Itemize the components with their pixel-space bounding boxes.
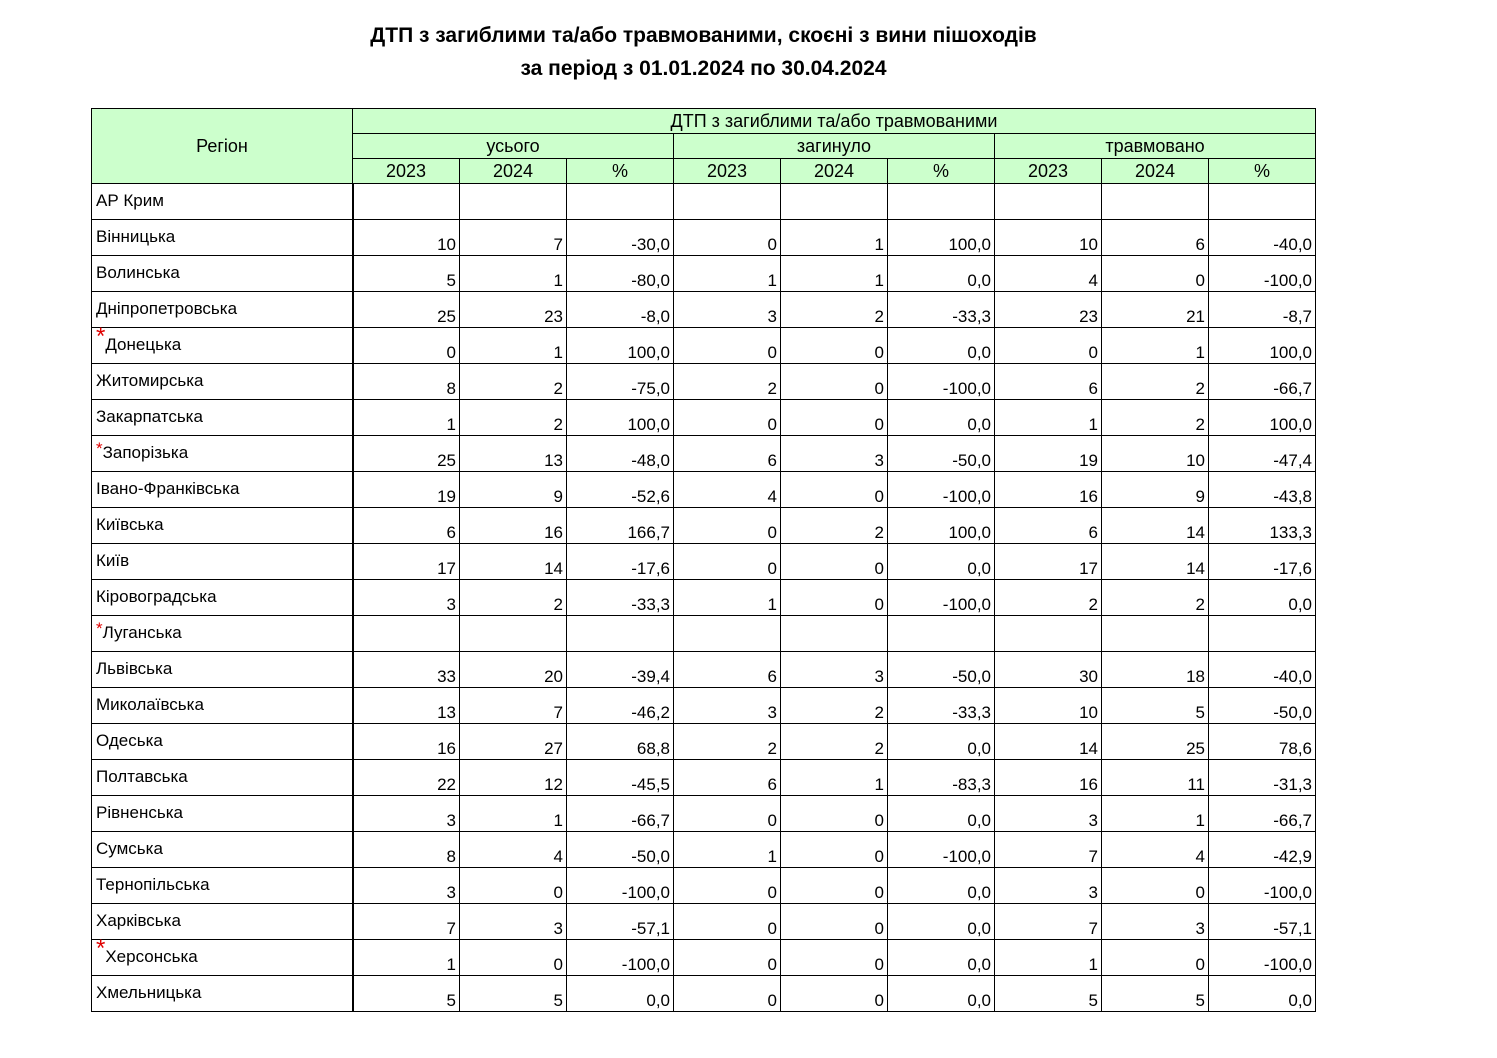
value-cell	[1209, 616, 1316, 652]
value-cell: 13	[353, 688, 460, 724]
value-cell: 100,0	[567, 328, 674, 364]
region-name-cell	[92, 832, 353, 868]
value-cell: 21	[1102, 292, 1209, 328]
table-row	[92, 508, 1316, 544]
value-cell: 0	[674, 220, 781, 256]
value-cell: 1	[460, 796, 567, 832]
table-row	[92, 364, 1316, 400]
value-cell: -57,1	[1209, 904, 1316, 940]
value-cell: 0	[674, 328, 781, 364]
value-cell: 0	[781, 364, 888, 400]
table-row	[92, 976, 1316, 1012]
value-cell: 17	[995, 544, 1102, 580]
value-cell: -50,0	[1209, 688, 1316, 724]
table-row	[92, 436, 1316, 472]
table-row	[92, 724, 1316, 760]
value-cell: 2	[1102, 580, 1209, 616]
value-cell: 2	[781, 724, 888, 760]
value-cell: 1	[674, 256, 781, 292]
region-name-cell	[92, 436, 353, 472]
value-cell: -66,7	[567, 796, 674, 832]
value-cell: 0,0	[888, 904, 995, 940]
value-cell	[460, 184, 567, 220]
value-cell: -40,0	[1209, 220, 1316, 256]
table-row	[92, 904, 1316, 940]
statistics-table	[91, 108, 1316, 1012]
value-cell: 14	[1102, 544, 1209, 580]
value-cell: 25	[353, 292, 460, 328]
value-cell: 11	[1102, 760, 1209, 796]
value-cell: 0,0	[888, 796, 995, 832]
value-cell: 0	[674, 868, 781, 904]
value-cell: -33,3	[888, 688, 995, 724]
value-cell: 0,0	[888, 976, 995, 1012]
value-cell: 0	[674, 904, 781, 940]
value-cell: -50,0	[567, 832, 674, 868]
value-cell: 5	[460, 976, 567, 1012]
region-name: Закарпатська	[96, 407, 203, 426]
value-cell: -30,0	[567, 220, 674, 256]
col-header: %	[567, 159, 674, 184]
table-row	[92, 544, 1316, 580]
col-header: 2023	[995, 159, 1102, 184]
value-cell: -46,2	[567, 688, 674, 724]
table-row	[92, 832, 1316, 868]
value-cell: 20	[460, 652, 567, 688]
value-cell: -100,0	[1209, 256, 1316, 292]
value-cell: -52,6	[567, 472, 674, 508]
table-row	[92, 616, 1316, 652]
value-cell: -100,0	[888, 364, 995, 400]
region-name-cell	[92, 904, 353, 940]
region-name: Сумська	[96, 839, 163, 858]
value-cell: -100,0	[888, 832, 995, 868]
value-cell: 9	[1102, 472, 1209, 508]
value-cell: 2	[781, 688, 888, 724]
value-cell	[781, 184, 888, 220]
value-cell: 0	[781, 580, 888, 616]
value-cell: -45,5	[567, 760, 674, 796]
value-cell: -17,6	[1209, 544, 1316, 580]
table-row	[92, 472, 1316, 508]
value-cell: 2	[674, 724, 781, 760]
value-cell: 2	[460, 364, 567, 400]
region-name: Одеська	[96, 731, 163, 750]
value-cell: 3	[353, 868, 460, 904]
value-cell: -80,0	[567, 256, 674, 292]
value-cell: 16	[353, 724, 460, 760]
value-cell: 25	[1102, 724, 1209, 760]
value-cell: 4	[674, 472, 781, 508]
value-cell: 0	[781, 328, 888, 364]
value-cell: 1	[995, 400, 1102, 436]
value-cell: 3	[353, 580, 460, 616]
region-name: Хмельницька	[96, 983, 202, 1002]
value-cell: 7	[460, 220, 567, 256]
region-name-cell	[92, 292, 353, 328]
value-cell: 19	[353, 472, 460, 508]
value-cell	[888, 616, 995, 652]
value-cell: 16	[995, 472, 1102, 508]
value-cell: 2	[995, 580, 1102, 616]
region-name: Вінницька	[96, 227, 176, 246]
value-cell: 0,0	[1209, 976, 1316, 1012]
value-cell: 0	[674, 976, 781, 1012]
value-cell: -50,0	[888, 652, 995, 688]
value-cell: 0	[781, 544, 888, 580]
region-name-cell	[92, 688, 353, 724]
region-name-cell	[92, 184, 353, 220]
region-name: Луганська	[102, 623, 182, 642]
value-cell: 0,0	[567, 976, 674, 1012]
document-period: за період з 01.01.2024 по 30.04.2024	[520, 57, 887, 80]
value-cell: 0	[781, 832, 888, 868]
value-cell: 0	[674, 796, 781, 832]
value-cell: 4	[460, 832, 567, 868]
value-cell: 13	[460, 436, 567, 472]
table-row	[92, 292, 1316, 328]
value-cell: 12	[460, 760, 567, 796]
value-cell	[781, 616, 888, 652]
value-cell: -47,4	[1209, 436, 1316, 472]
table-row	[92, 760, 1316, 796]
value-cell: 7	[995, 904, 1102, 940]
document-title: ДТП з загиблими та/або травмованими, скоєні з вини пішоходів	[370, 24, 1037, 47]
value-cell: 17	[353, 544, 460, 580]
region-name: Херсонська	[105, 947, 198, 966]
value-cell: 68,8	[567, 724, 674, 760]
value-cell: 25	[353, 436, 460, 472]
value-cell: 3	[781, 436, 888, 472]
value-cell: 0,0	[1209, 580, 1316, 616]
value-cell: -50,0	[888, 436, 995, 472]
value-cell: 3	[353, 796, 460, 832]
value-cell: 0	[460, 940, 567, 976]
value-cell: 0	[353, 328, 460, 364]
value-cell: -33,3	[888, 292, 995, 328]
group-header: ДТП з загиблими та/або травмованими	[353, 109, 1316, 134]
table-row	[92, 256, 1316, 292]
region-name: Рівненська	[96, 803, 184, 822]
value-cell: 1	[1102, 328, 1209, 364]
value-cell: -100,0	[1209, 940, 1316, 976]
subheader-injured: травмовано	[995, 134, 1316, 159]
value-cell: 0	[781, 940, 888, 976]
value-cell	[674, 616, 781, 652]
region-name: Львівська	[96, 659, 173, 678]
region-name: Полтавська	[96, 767, 188, 786]
value-cell: 30	[995, 652, 1102, 688]
value-cell: 1	[1102, 796, 1209, 832]
region-name: Запорізька	[102, 443, 189, 462]
value-cell: 100,0	[567, 400, 674, 436]
value-cell	[995, 184, 1102, 220]
value-cell: 166,7	[567, 508, 674, 544]
value-cell: 8	[353, 832, 460, 868]
value-cell: 7	[353, 904, 460, 940]
region-name: Волинська	[96, 263, 180, 282]
value-cell: 0	[781, 472, 888, 508]
value-cell: 0,0	[888, 868, 995, 904]
value-cell: 2	[781, 508, 888, 544]
value-cell: 3	[460, 904, 567, 940]
value-cell: 0	[460, 868, 567, 904]
table-row	[92, 184, 1316, 220]
value-cell: 0	[781, 400, 888, 436]
value-cell: 133,3	[1209, 508, 1316, 544]
value-cell	[567, 616, 674, 652]
value-cell	[460, 616, 567, 652]
value-cell: 100,0	[888, 220, 995, 256]
value-cell: 0,0	[888, 940, 995, 976]
region-name-cell	[92, 256, 353, 292]
value-cell: 27	[460, 724, 567, 760]
region-name: АР Крим	[96, 191, 164, 210]
value-cell: -8,7	[1209, 292, 1316, 328]
value-cell: 22	[353, 760, 460, 796]
table-row	[92, 868, 1316, 904]
value-cell: 0,0	[888, 256, 995, 292]
value-cell: 10	[353, 220, 460, 256]
col-header: 2024	[460, 159, 567, 184]
value-cell: 4	[995, 256, 1102, 292]
value-cell: 100,0	[1209, 400, 1316, 436]
region-name-cell	[92, 472, 353, 508]
value-cell: 0,0	[888, 724, 995, 760]
region-name-cell	[92, 796, 353, 832]
value-cell: -42,9	[1209, 832, 1316, 868]
value-cell: 5	[353, 256, 460, 292]
value-cell: 100,0	[1209, 328, 1316, 364]
region-name: Тернопільська	[96, 875, 210, 894]
value-cell: 2	[460, 400, 567, 436]
region-name-cell	[92, 508, 353, 544]
col-header: %	[888, 159, 995, 184]
value-cell	[1209, 184, 1316, 220]
region-name: Миколаївська	[96, 695, 204, 714]
region-name: Кіровоградська	[96, 587, 217, 606]
table-row	[92, 580, 1316, 616]
value-cell	[1102, 184, 1209, 220]
region-name-cell	[92, 760, 353, 796]
value-cell: -75,0	[567, 364, 674, 400]
value-cell: 0	[781, 976, 888, 1012]
asterisk-mark: *	[96, 935, 106, 962]
region-name: Івано-Франківська	[96, 479, 240, 498]
value-cell: 1	[460, 328, 567, 364]
value-cell: 3	[1102, 904, 1209, 940]
region-name: Київ	[96, 551, 130, 570]
value-cell: 7	[460, 688, 567, 724]
value-cell: 7	[995, 832, 1102, 868]
region-name-cell	[92, 724, 353, 760]
region-name-cell	[92, 544, 353, 580]
value-cell: 2	[460, 580, 567, 616]
value-cell: 6	[674, 760, 781, 796]
value-cell: 5	[1102, 688, 1209, 724]
value-cell: -100,0	[567, 940, 674, 976]
value-cell: 1	[674, 832, 781, 868]
value-cell: 0	[995, 328, 1102, 364]
value-cell: 5	[995, 976, 1102, 1012]
value-cell: 5	[353, 976, 460, 1012]
value-cell: 9	[460, 472, 567, 508]
value-cell: 0	[674, 400, 781, 436]
value-cell	[888, 184, 995, 220]
region-name-cell	[92, 868, 353, 904]
value-cell: 0	[1102, 940, 1209, 976]
table-row	[92, 400, 1316, 436]
value-cell: 1	[460, 256, 567, 292]
value-cell	[353, 184, 460, 220]
table-row	[92, 796, 1316, 832]
region-name-cell	[92, 323, 353, 364]
value-cell: -33,3	[567, 580, 674, 616]
value-cell: 1	[995, 940, 1102, 976]
value-cell: 78,6	[1209, 724, 1316, 760]
value-cell: 14	[1102, 508, 1209, 544]
value-cell: 0	[781, 868, 888, 904]
region-name: Харківська	[96, 911, 181, 930]
asterisk-mark: *	[96, 323, 106, 350]
value-cell: 6	[1102, 220, 1209, 256]
value-cell: -100,0	[888, 472, 995, 508]
value-cell: -39,4	[567, 652, 674, 688]
value-cell: 2	[674, 364, 781, 400]
table-row	[92, 688, 1316, 724]
region-name-cell	[92, 580, 353, 616]
value-cell: -40,0	[1209, 652, 1316, 688]
value-cell: 1	[781, 760, 888, 796]
asterisk-mark: *	[96, 619, 103, 638]
value-cell: -100,0	[567, 868, 674, 904]
region-name-cell	[92, 616, 353, 652]
table-body	[92, 184, 1316, 1012]
col-header: 2023	[674, 159, 781, 184]
col-header: 2024	[781, 159, 888, 184]
col-header: 2024	[1102, 159, 1209, 184]
value-cell: 6	[674, 436, 781, 472]
value-cell: 19	[995, 436, 1102, 472]
value-cell: -66,7	[1209, 364, 1316, 400]
value-cell: 1	[674, 580, 781, 616]
value-cell: 6	[995, 508, 1102, 544]
region-name-cell	[92, 400, 353, 436]
value-cell: -8,0	[567, 292, 674, 328]
value-cell: 6	[674, 652, 781, 688]
region-name-cell	[92, 364, 353, 400]
value-cell: 5	[1102, 976, 1209, 1012]
value-cell: 6	[995, 364, 1102, 400]
region-name: Київська	[96, 515, 164, 534]
value-cell: 3	[781, 652, 888, 688]
value-cell: -17,6	[567, 544, 674, 580]
value-cell: 1	[781, 220, 888, 256]
value-cell: 18	[1102, 652, 1209, 688]
value-cell: 2	[1102, 364, 1209, 400]
asterisk-mark: *	[96, 439, 103, 458]
value-cell: 0	[674, 508, 781, 544]
value-cell: 0,0	[888, 328, 995, 364]
subheader-total: усього	[353, 134, 674, 159]
value-cell	[353, 616, 460, 652]
col-header: 2023	[353, 159, 460, 184]
value-cell: 14	[995, 724, 1102, 760]
value-cell: 2	[781, 292, 888, 328]
value-cell: 0,0	[888, 544, 995, 580]
value-cell: 4	[1102, 832, 1209, 868]
region-name: Дніпропетровська	[96, 299, 238, 318]
value-cell	[567, 184, 674, 220]
value-cell: 16	[995, 760, 1102, 796]
value-cell: 3	[995, 868, 1102, 904]
value-cell	[674, 184, 781, 220]
value-cell: 16	[460, 508, 567, 544]
value-cell: -100,0	[888, 580, 995, 616]
value-cell: 10	[995, 220, 1102, 256]
value-cell: 1	[781, 256, 888, 292]
subheader-killed: загинуло	[674, 134, 995, 159]
value-cell: 33	[353, 652, 460, 688]
value-cell: 3	[674, 688, 781, 724]
value-cell: 0	[1102, 256, 1209, 292]
value-cell: -43,8	[1209, 472, 1316, 508]
value-cell	[1102, 616, 1209, 652]
value-cell	[995, 616, 1102, 652]
value-cell: -57,1	[567, 904, 674, 940]
table-row	[92, 328, 1316, 364]
value-cell: 10	[1102, 436, 1209, 472]
value-cell: 0	[781, 796, 888, 832]
value-cell: 0	[674, 544, 781, 580]
region-name-cell	[92, 976, 353, 1012]
value-cell: -48,0	[567, 436, 674, 472]
value-cell: 6	[353, 508, 460, 544]
value-cell: -100,0	[1209, 868, 1316, 904]
value-cell: -66,7	[1209, 796, 1316, 832]
value-cell: 1	[353, 940, 460, 976]
region-name-cell	[92, 220, 353, 256]
value-cell: 0	[781, 904, 888, 940]
value-cell: 8	[353, 364, 460, 400]
value-cell: 3	[674, 292, 781, 328]
region-header: Регіон	[92, 109, 353, 184]
value-cell: -83,3	[888, 760, 995, 796]
value-cell: 23	[995, 292, 1102, 328]
value-cell: 14	[460, 544, 567, 580]
value-cell: 10	[995, 688, 1102, 724]
region-name: Донецька	[105, 335, 182, 354]
value-cell: 3	[995, 796, 1102, 832]
value-cell: 2	[1102, 400, 1209, 436]
table-row	[92, 220, 1316, 256]
table-row	[92, 652, 1316, 688]
region-name: Житомирська	[96, 371, 204, 390]
value-cell: 0	[674, 940, 781, 976]
region-name-cell	[92, 652, 353, 688]
region-name-cell	[92, 935, 353, 976]
col-header: %	[1209, 159, 1316, 184]
value-cell: 0	[1102, 868, 1209, 904]
value-cell: 100,0	[888, 508, 995, 544]
value-cell: 0,0	[888, 400, 995, 436]
table-row	[92, 940, 1316, 976]
value-cell: 1	[353, 400, 460, 436]
value-cell: -31,3	[1209, 760, 1316, 796]
value-cell: 23	[460, 292, 567, 328]
